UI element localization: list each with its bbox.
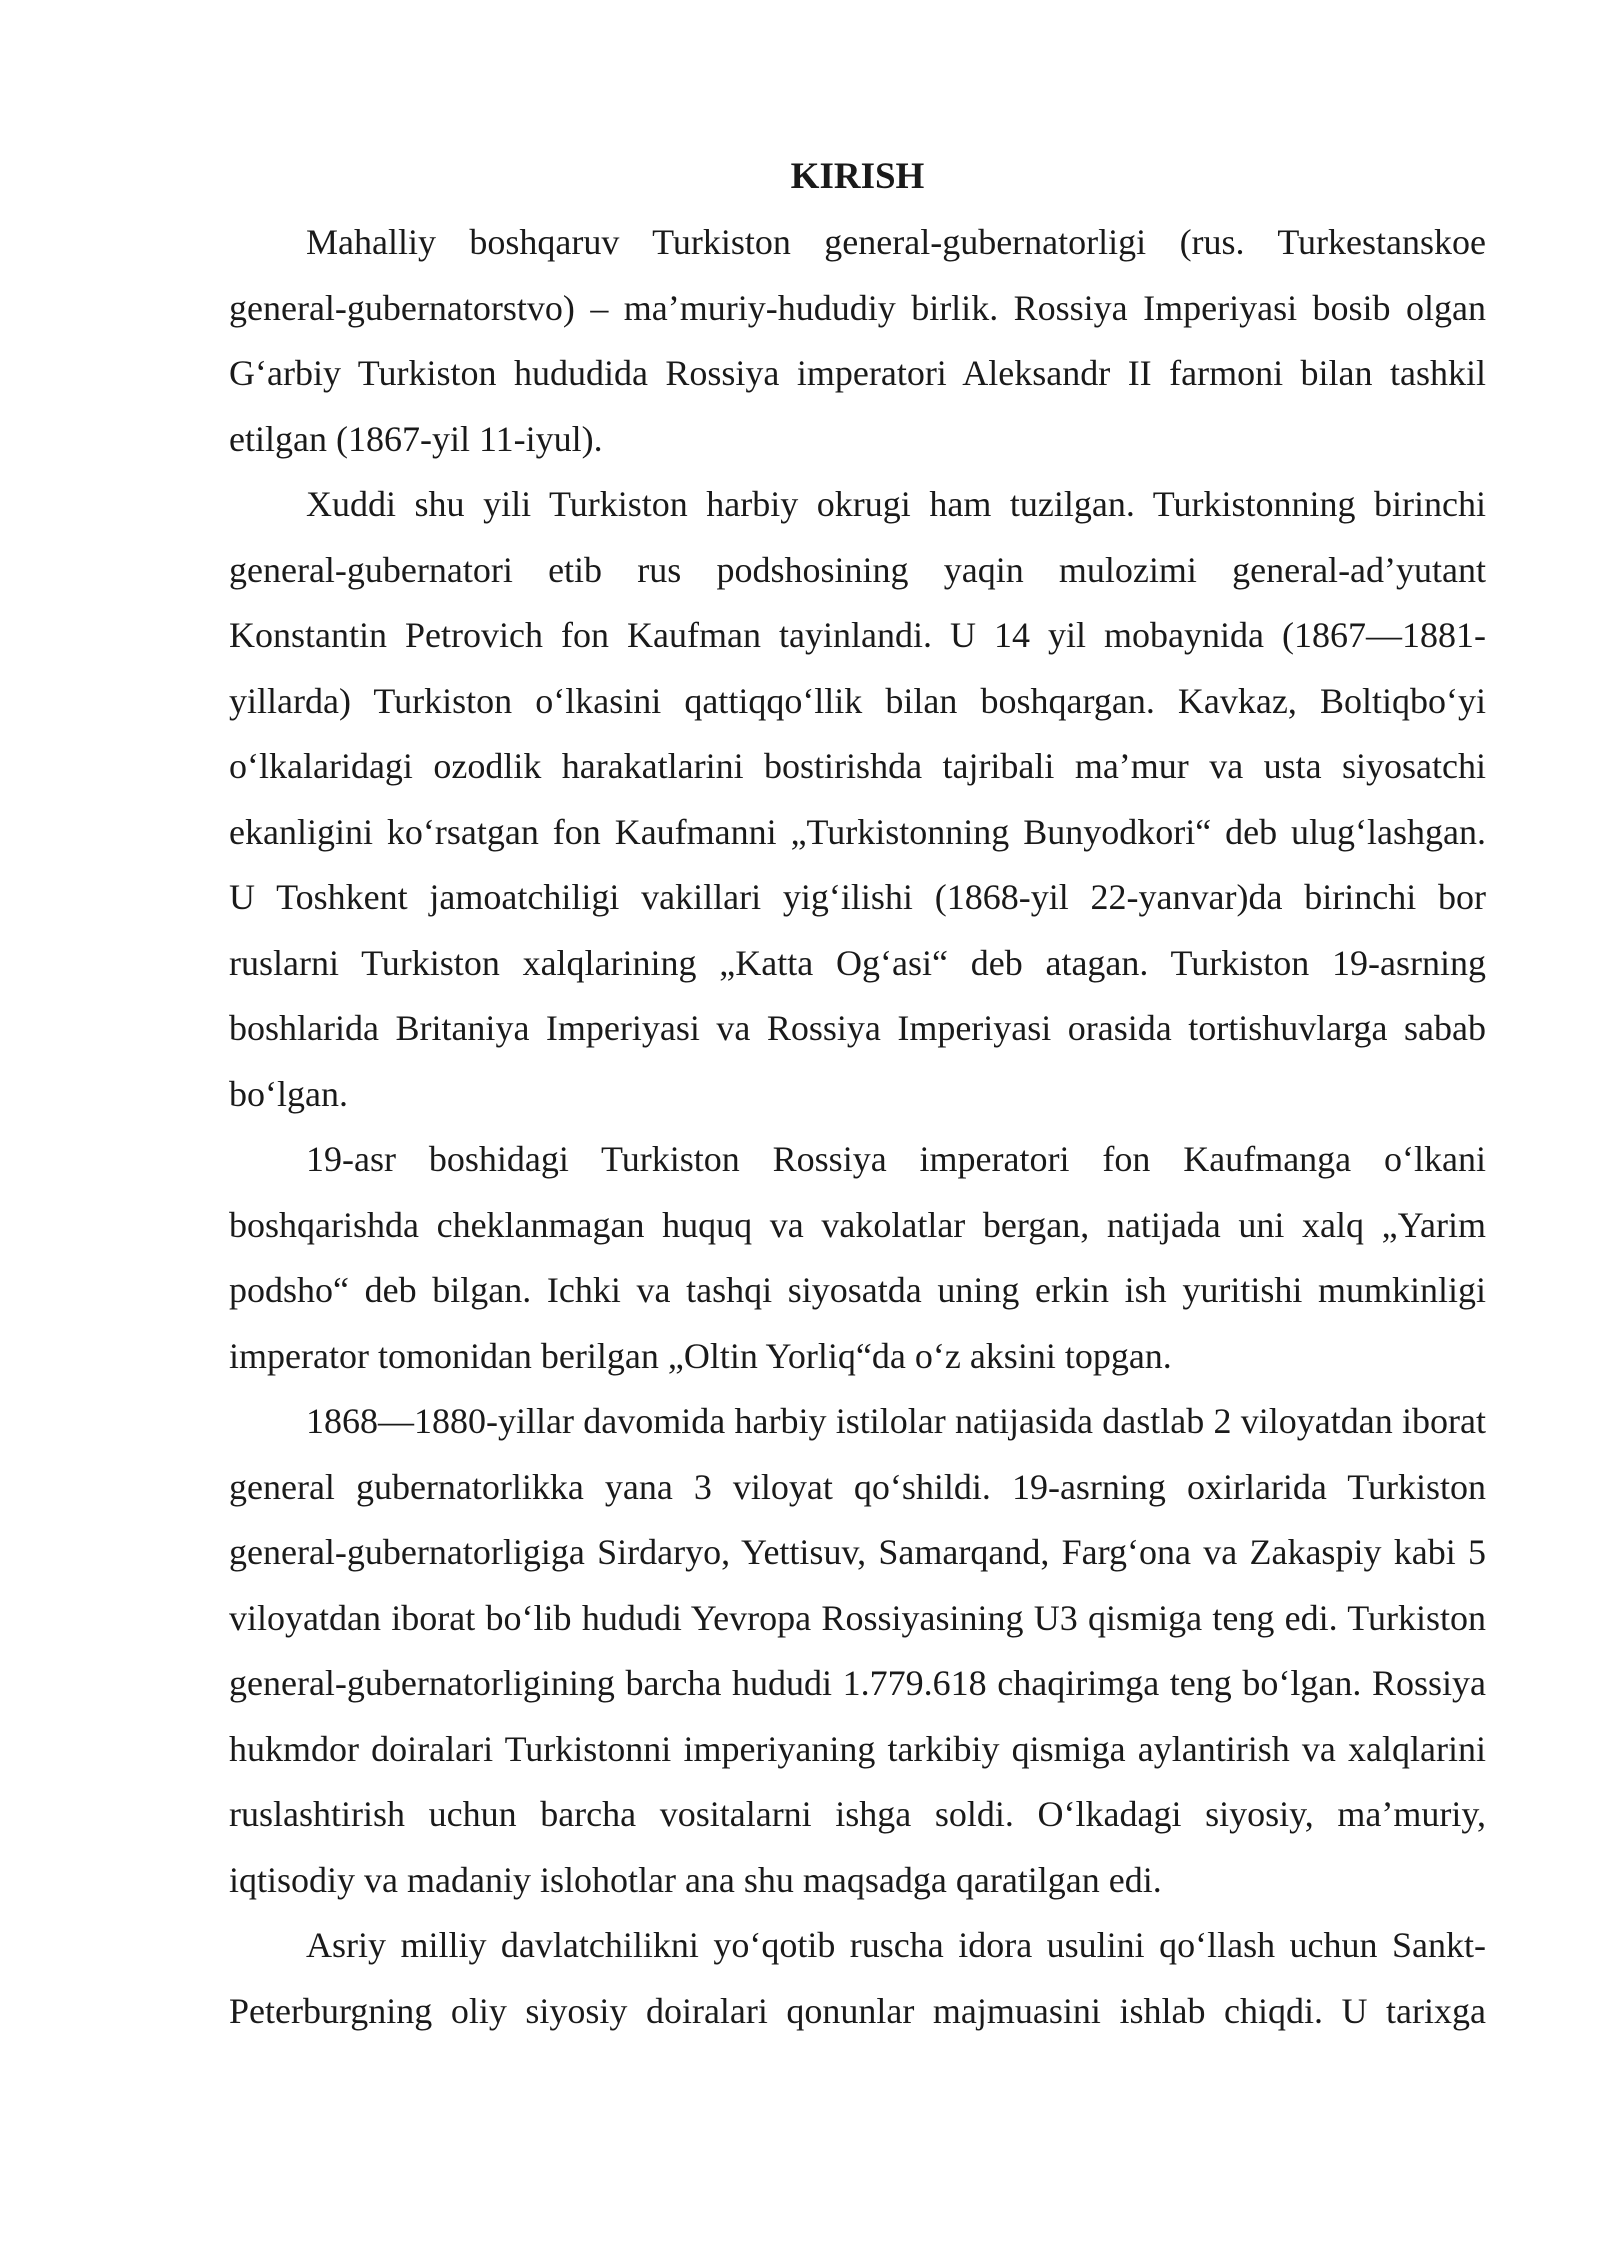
document-page [229, 148, 1486, 2044]
paragraph-5: Asriy milliy davlatchilikni yo‘qotib ruscha idora usulini qo‘llash uchun Sankt-Peterburgning oliy siyosiy doiralari qonunlar majmuasini ishlab chiqdi. U tarixga [229, 1925, 1486, 2031]
paragraph-3: 19-asr boshidagi Turkiston Rossiya imperatori fon Kaufmanga o‘lkani boshqarishda cheklanmagan huquq va vakolatlar bergan, natijada uni xalq „Yarim podsho“ deb bilgan. Ichki va tashqi siyosatda uning erkin ish yuritishi mumkinligi imperator tomonidan berilgan „Oltin Yorliq“da o‘z aksini topgan. [229, 1139, 1486, 1376]
paragraph-4: 1868—1880-yillar davomida harbiy istilolar natijasida dastlab 2 viloyatdan iborat general gubernatorlikka yana 3 viloyat qo‘shildi. 19-asrning oxirlarida Turkiston general-gubernatorligiga Sirdaryo, Yettisuv, Samarqand, Farg‘ona va Zakaspiy kabi 5 viloyatdan iborat bo‘lib hududi Yevropa Rossiyasining U3 qismiga teng edi. Turkiston general-gubernatorligining barcha hududi 1.779.618 chaqirimga teng bo‘lgan. Rossiya hukmdor doiralari Turkistonni imperiyaning tarkibiy qismiga aylantirish va xalqlarini ruslashtirish uchun barcha vositalarni ishga soldi. O‘lkadagi siyosiy, ma’muriy, iqtisodiy va madaniy islohotlar ana shu maqsadga qaratilgan edi. [229, 1401, 1486, 1900]
paragraph-2: Xuddi shu yili Turkiston harbiy okrugi ham tuzilgan. Turkistonning birinchi general-gubernatori etib rus podshosining yaqin mulozimi general-ad’yutant Konstantin Petrovich fon Kaufman tayinlandi. U 14 yil mobaynida (1867—1881-yillarda) Turkiston o‘lkasini qattiqqo‘llik bilan boshqargan. Kavkaz, Boltiqbo‘yi o‘lkalaridagi ozodlik harakatlarini bostirishda tajribali ma’mur va usta siyosatchi ekanligini ko‘rsatgan fon Kaufmanni „Turkistonning Bunyodkori“ deb ulug‘lashgan. U Toshkent jamoatchiligi vakillari yig‘ilishi (1868-yil 22-yanvar)da birinchi bor ruslarni Turkiston xalqlarining „Katta Og‘asi“ deb atagan. Turkiston 19-asrning boshlarida Britaniya Imperiyasi va Rossiya Imperiyasi orasida tortishuvlarga sabab bo‘lgan. [229, 484, 1486, 1114]
paragraph-1: Mahalliy boshqaruv Turkiston general-gubernatorligi (rus. Turkestanskoe general-gubernatorstvo) – ma’muriy-hududiy birlik. Rossiya Imperiyasi bosib olgan G‘arbiy Turkiston hududida Rossiya imperatori Aleksandr II farmoni bilan tashkil etilgan (1867-yil 11-iyul). [229, 222, 1486, 459]
document-title: KIRISH [790, 156, 925, 197]
